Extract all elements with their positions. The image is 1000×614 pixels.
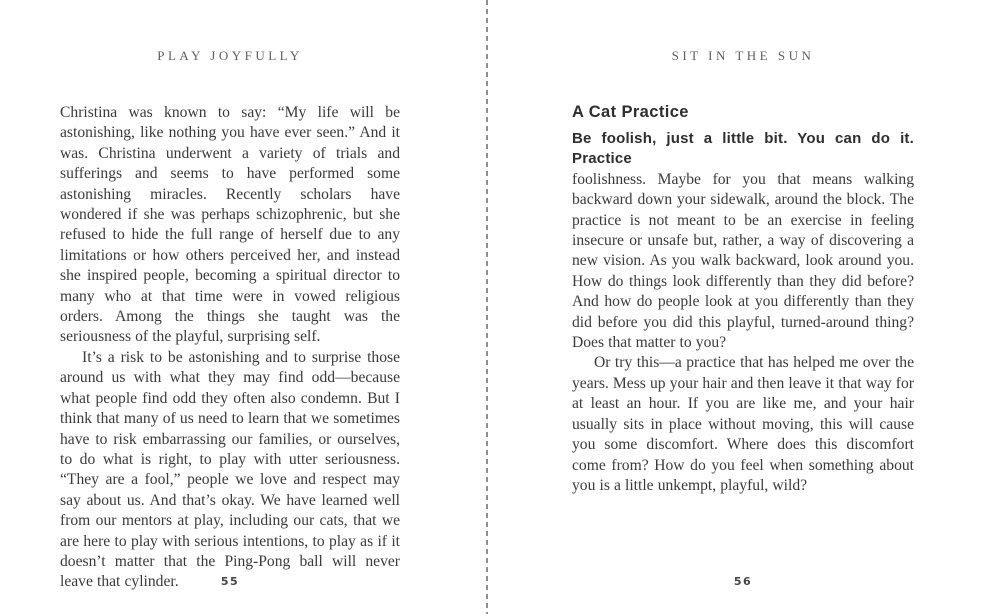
paragraph: Or try this—a practice that has helped me over the years. Mess up your hair and then leave it that way for at least an hour. If you are like me, and your hair usually sits in place without moving, this will cause you some discomfort. Where does this discomfort come from? How do you feel when something about you is a little unkempt, playful, wild? <box>572 354 914 494</box>
page-number-right: 56 <box>733 575 753 588</box>
practice-lead-bold: Be foolish, just a little bit. You can do it. Practice <box>572 130 914 168</box>
running-header-left: PLAY JOYFULLY <box>157 48 303 63</box>
paragraph: It’s a risk to be astonishing and to surprise those around us with what they may find odd—because what people find odd they often also condemn. But I think that many of us need to learn that we sometimes have to risk embarrassing our families, or ourselves, to do what is right, to play with utter seriousness. “They are a fool,” people we love and respect may say about us. And that’s okay. We have learned well from our mentors at play, including our cats, that we are here to play with serious intentions, to play as if it doesn’t matter that the Ping-Pong ball will never leave that cylinder. <box>60 348 400 591</box>
left-page-body <box>60 103 400 593</box>
paragraph: foolishness. Maybe for you that means walking backward down your sidewalk, around the block. The practice is not meant to be an exercise in feeling insecure or unsafe but, rather, a way of discovering a new vision. As you walk backward, look around you. How do things look differently than they did before? And how do people look at you differently than they did before you did this playful, turned-around thing? Does that matter to you? <box>572 170 914 352</box>
running-header-right: SIT IN THE SUN <box>671 48 815 63</box>
right-page-body <box>572 103 914 496</box>
right-page <box>572 0 914 614</box>
left-page <box>60 0 400 614</box>
gutter-divider <box>486 0 488 614</box>
section-heading: A Cat Practice <box>572 103 689 121</box>
practice-text <box>572 170 914 497</box>
paragraph: Christina was known to say: “My life will be astonishing, like nothing you have ever seen.” And it was. Christina underwent a variety of trials and sufferings and seems to have performed some astonishing miracles. Recently scholars have wondered if she was perhaps schizophrenic, but she refused to hide the full range of herself due to any limitations or how others perceived her, and instead she inspired people, becoming a spiritual director to many who at that time were in vowed religious orders. Among the things she taught was the seriousness of the playful, surprising self. <box>60 104 400 346</box>
page-number-left: 55 <box>220 575 240 588</box>
